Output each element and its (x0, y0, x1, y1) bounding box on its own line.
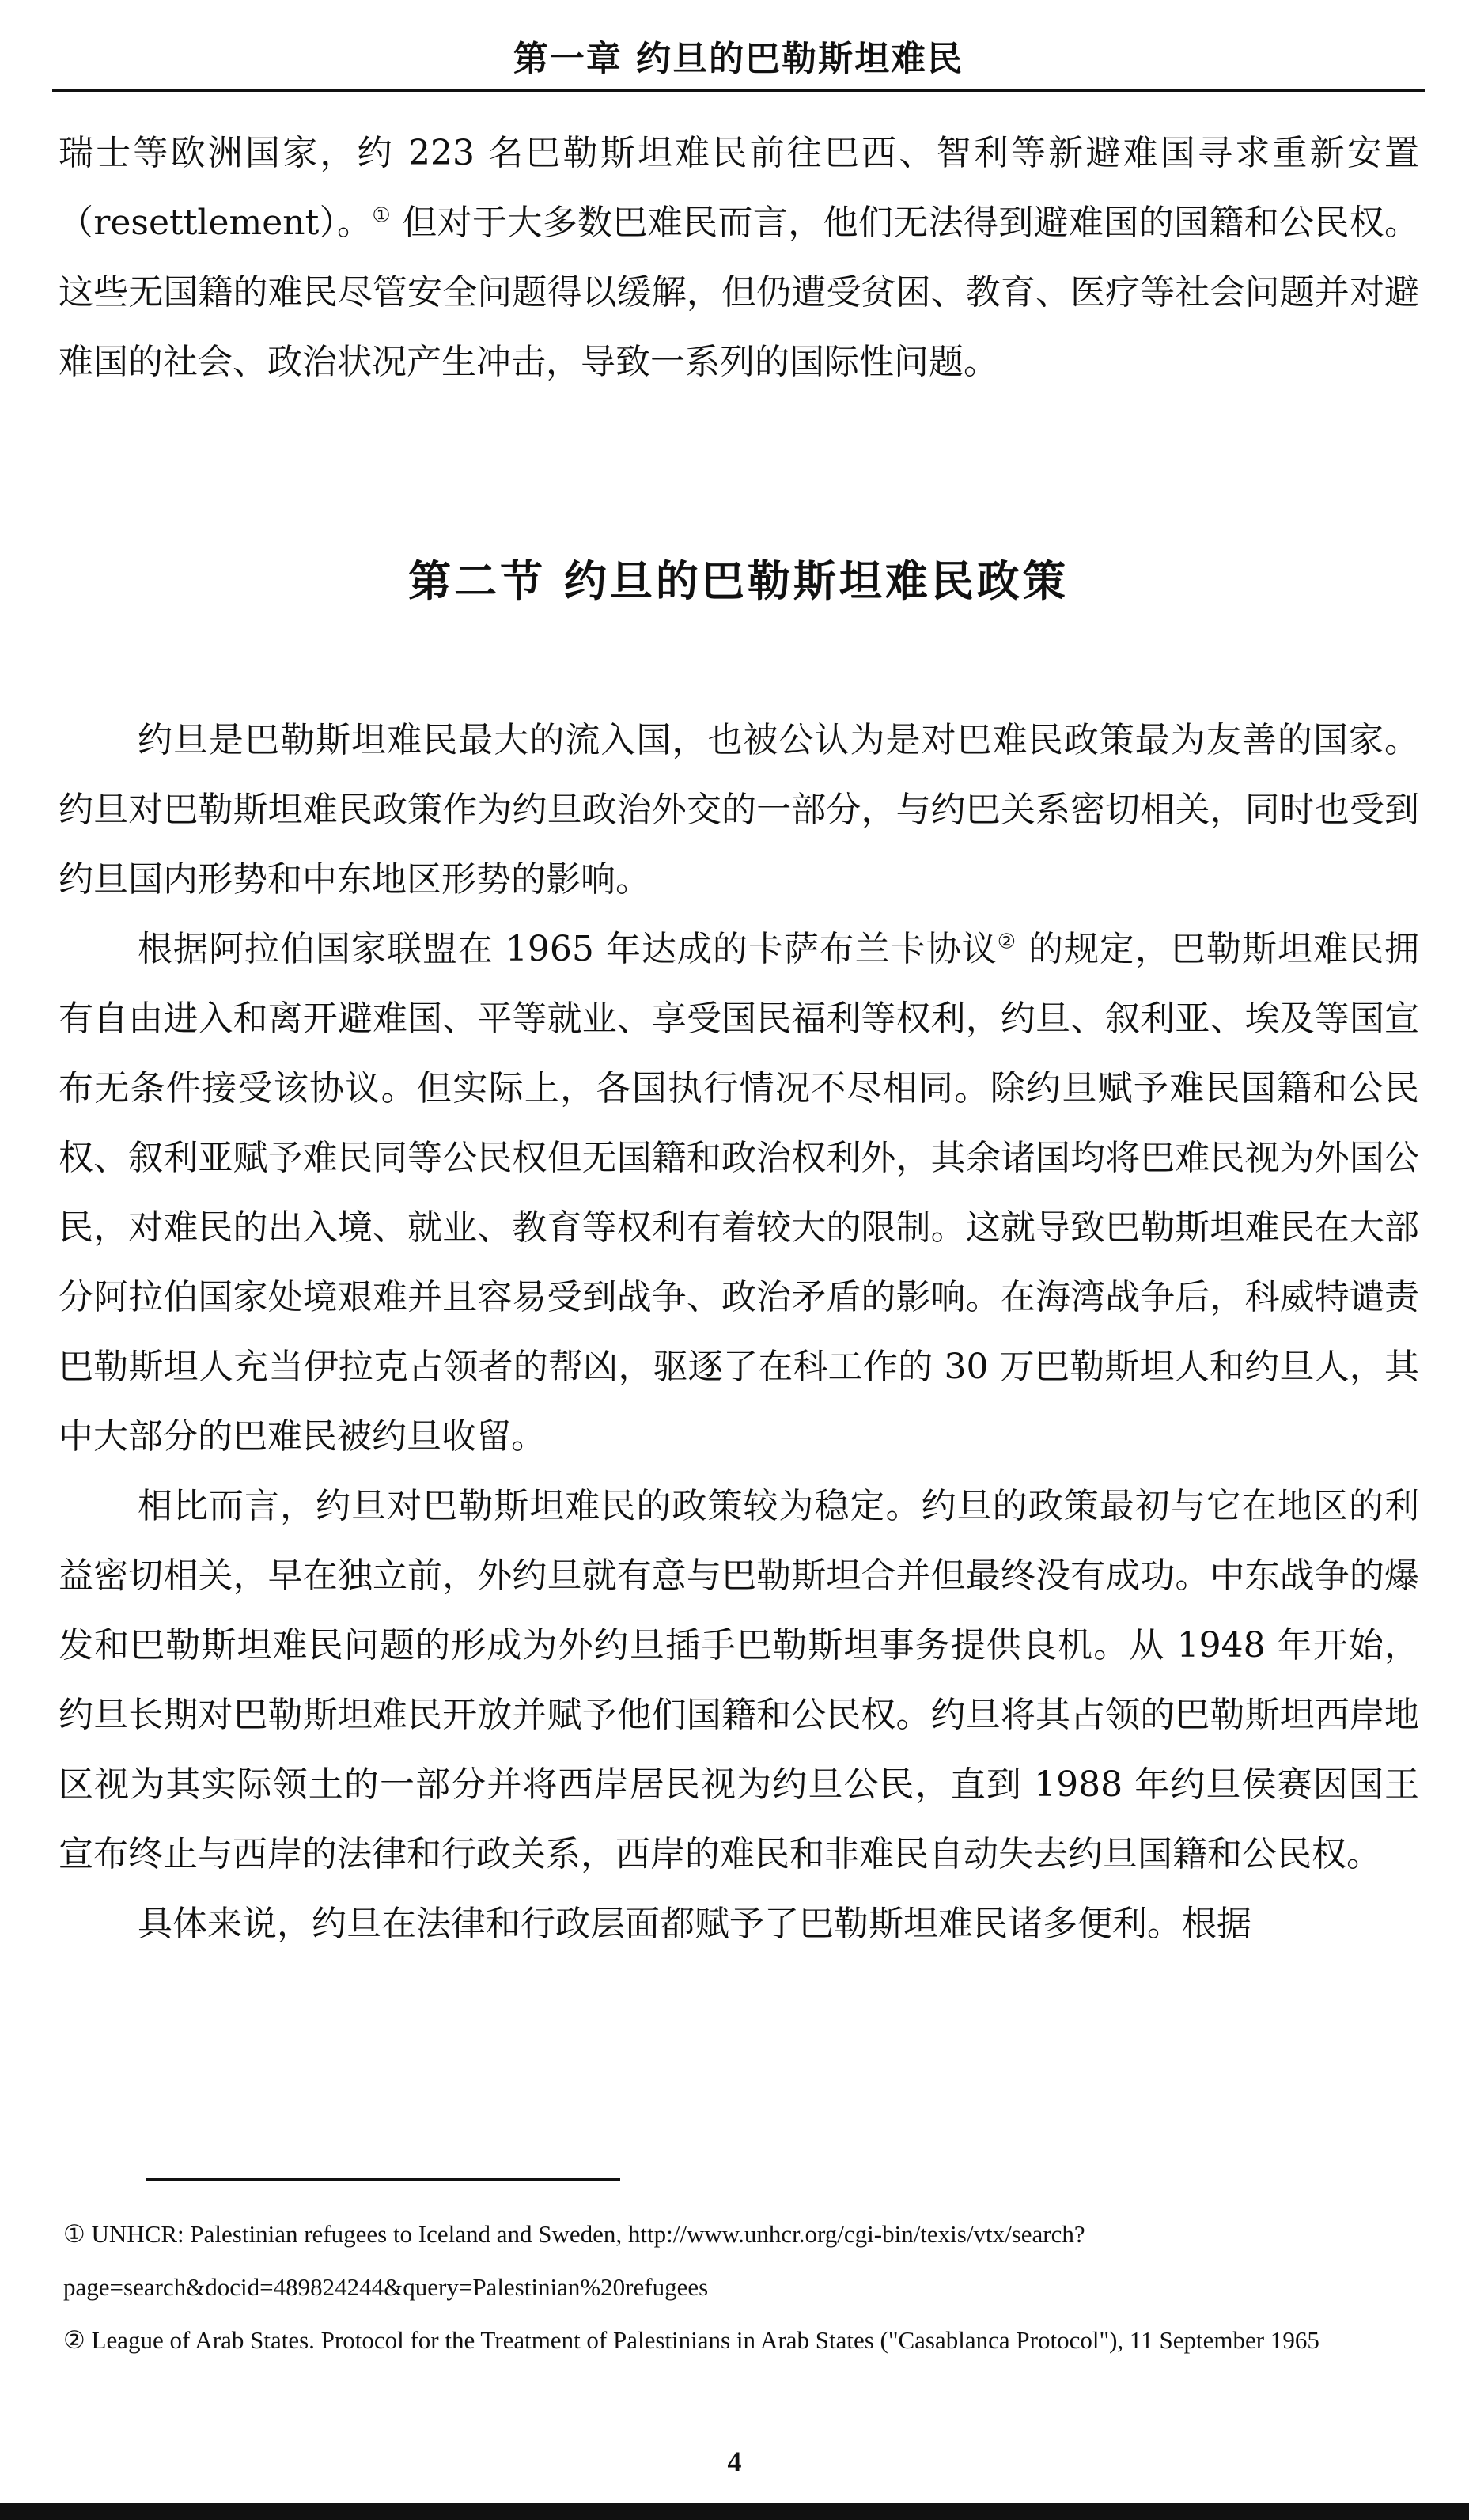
paragraph-3: 相比而言，约旦对巴勒斯坦难民的政策较为稳定。约旦的政策最初与它在地区的利益密切相关，早在独立前，外约旦就有意与巴勒斯坦合并但最终没有成功。中东战争的爆发和巴勒斯坦难民问题的形成为外约旦插手巴勒斯坦事务提供良机。从 1948 年开始，约旦长期对巴勒斯坦难民开放并赋予他们国籍和公民权。约旦将其占领的巴勒斯坦西岸地区视为其实际领土的一部分并将西岸居民视为约旦公民，直到 1988 年约旦侯赛因国王宣布终止与西岸的法律和行政关系，西岸的难民和非难民自动失去约旦国籍和公民权。 (59, 1486, 1419, 1874)
footnote-ref-1: ① (372, 203, 391, 228)
footnote-ref-2: ② (997, 930, 1017, 954)
footnote-2: ② League of Arab States. Protocol for the Treatment of Palestinians in Arab States ("Casablanca Protocol"), 11 September 1965 (63, 2326, 1319, 2354)
intro-text-part-2: 但对于大多数巴难民而言，他们无法得到避难国的国籍和公民权。这些无国籍的难民尽管安全问题得以缓解，但仍遭受贫困、教育、医疗等社会问题并对避难国的社会、政治状况产生冲击，导致一系列的国际性问题。 (59, 203, 1420, 382)
footnote-1: ① UNHCR: Palestinian refugees to Iceland and Sweden, http://www.unhcr.org/cgi-bin/texis/vtx/search?page=search&docid=489824244&query=Palestinian%20refugees (63, 2220, 1085, 2301)
intro-text-part-1: 瑞士等欧洲国家，约 223 名巴勒斯坦难民前往巴西、智利等新避难国寻求重新安置（resettlement）。 (59, 133, 1419, 243)
footnote-divider (146, 2178, 620, 2181)
paragraph-2-part-2: 的规定，巴勒斯坦难民拥有自由进入和离开避难国、平等就业、享受国民福利等权利，约旦、叙利亚、埃及等国宣布无条件接受该协议。但实际上，各国执行情况不尽相同。除约旦赋予难民国籍和公民权、叙利亚赋予难民同等公民权但无国籍和政治权利外，其余诸国均将巴难民视为外国公民，对难民的出入境、就业、教育等权利有着较大的限制。这就导致巴勒斯坦难民在大部分阿拉伯国家处境艰难并且容易受到战争、政治矛盾的影响。在海湾战争后，科威特谴责巴勒斯坦人充当伊拉克占领者的帮凶，驱逐了在科工作的 30 万巴勒斯坦人和约旦人，其中大部分的巴难民被约旦收留。 (59, 929, 1419, 1457)
section-body (59, 706, 1419, 1959)
section-title: 第二节 约旦的巴勒斯坦难民政策 (408, 556, 1069, 606)
paragraph-2-part-1: 根据阿拉伯国家联盟在 1965 年达成的卡萨布兰卡协议 (138, 929, 998, 969)
intro-paragraph (59, 119, 1419, 397)
paragraph-1: 约旦是巴勒斯坦难民最大的流入国，也被公认为是对巴难民政策最为友善的国家。约旦对巴勒斯坦难民政策作为约旦政治外交的一部分，与约巴关系密切相关，同时也受到约旦国内形势和中东地区形势的影响。 (59, 720, 1419, 900)
running-header: 第一章 约旦的巴勒斯坦难民 (52, 30, 1425, 92)
paragraph-4: 具体来说，约旦在法律和行政层面都赋予了巴勒斯坦难民诸多便利。根据 (138, 1904, 1251, 1944)
footnotes (63, 2207, 1424, 2367)
page-number: 4 (727, 2446, 742, 2477)
scan-bottom-edge (0, 2503, 1469, 2520)
paragraph-2 (59, 915, 1419, 1472)
